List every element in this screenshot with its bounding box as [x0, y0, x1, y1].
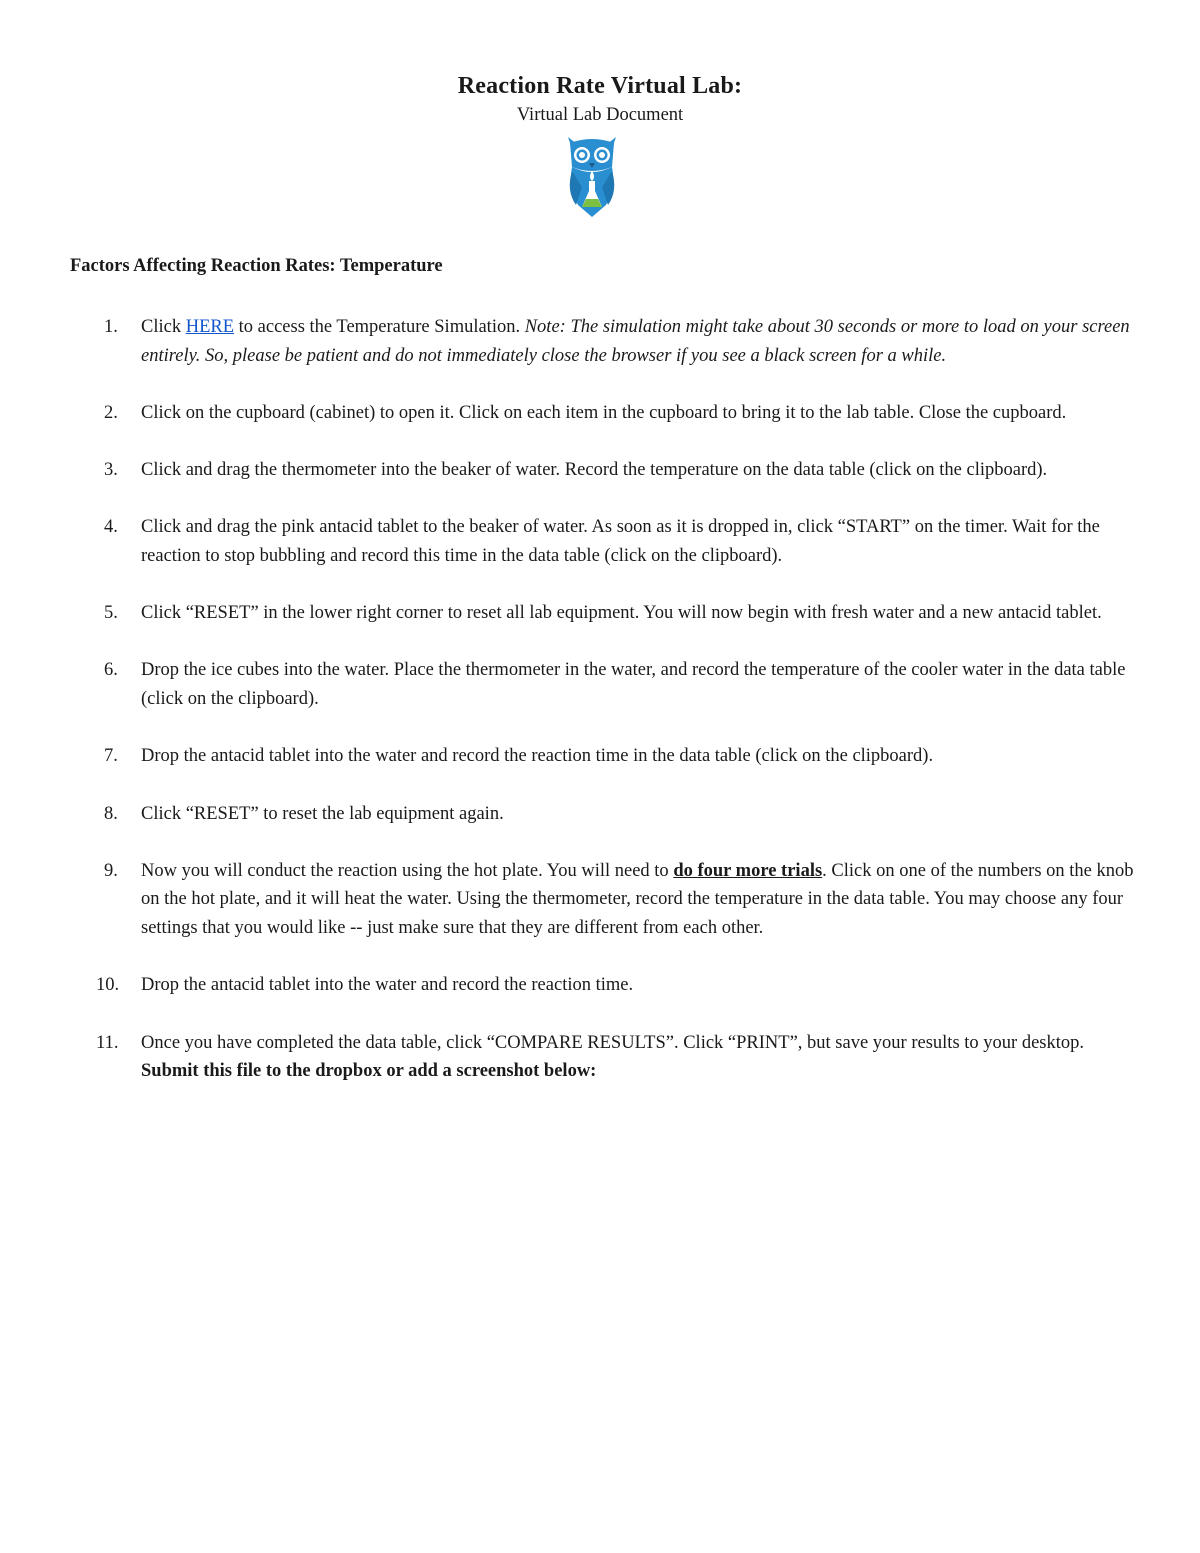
emphasis-text: do four more trials: [673, 860, 823, 881]
step-text: . Click on one of the numbers on the knob on the hot plate, and it will heat the water. Using the thermometer, record the temperature in the data table. You may choose any four settings that you would like -- just make sure that they are different from each other.: [141, 860, 1134, 939]
step-number: 8.: [104, 803, 118, 824]
step-text: Click on the cupboard (cabinet) to open it. Click on each item in the cupboard to bring it to the lab table. Close the cupboard.: [141, 402, 1067, 423]
step-number: 7.: [104, 746, 118, 767]
step-number: 10.: [96, 975, 120, 996]
document-subtitle: Virtual Lab Document: [516, 105, 684, 125]
list-item: [0, 1029, 1200, 1086]
submit-instruction: Submit this file to the dropbox or add a screenshot below:: [141, 1061, 597, 1082]
step-text: Once you have completed the data table, click “COMPARE RESULTS”. Click “PRINT”, but save your results to your desktop.: [141, 1032, 1084, 1053]
step-text: Click “RESET” to reset the lab equipment again.: [141, 803, 504, 824]
step-text: to access the Temperature Simulation.: [234, 317, 525, 337]
step-text: Click: [141, 317, 186, 337]
step-number: 4.: [104, 517, 118, 538]
list-item: [0, 599, 1200, 628]
list-item: [0, 513, 1200, 570]
list-item: [0, 456, 1200, 485]
list-item: [0, 656, 1200, 713]
step-text: Drop the ice cubes into the water. Place the thermometer in the water, and record the temperature of the cooler water in the data table (click on the clipboard).: [141, 660, 1126, 710]
step-number: 2.: [104, 402, 118, 423]
step-text: Drop the antacid tablet into the water and record the reaction time.: [141, 975, 634, 996]
step-note: Note: The simulation might take about 30 seconds or more to load on your screen entirely. So, please be patient and do not immediately close the browser if you see a black screen for a while.: [141, 317, 1130, 366]
step-text: Click and drag the thermometer into the beaker of water. Record the temperature on the data table (click on the clipboard).: [141, 460, 1048, 481]
list-item: [0, 399, 1200, 428]
list-item: [0, 857, 1200, 943]
list-item: [0, 742, 1200, 771]
step-number: 9.: [104, 860, 118, 881]
step-text: Drop the antacid tablet into the water and record the reaction time in the data table (click on the clipboard).: [141, 746, 934, 767]
list-item: [0, 971, 1200, 1000]
list-item: [0, 800, 1200, 829]
step-number: 1.: [104, 317, 118, 337]
step-number: 5.: [104, 603, 118, 624]
instructions-list: [0, 313, 1200, 1114]
step-number: 11.: [96, 1032, 119, 1053]
step-text: Click “RESET” in the lower right corner to reset all lab equipment. You will now begin with fresh water and a new antacid tablet.: [141, 603, 1102, 624]
section-heading: Factors Affecting Reaction Rates: Temperature: [70, 256, 443, 276]
step-number: 6.: [104, 660, 118, 681]
step-number: 3.: [104, 460, 118, 481]
document-title: Reaction Rate Virtual Lab:: [457, 73, 743, 99]
list-item: [0, 313, 1200, 370]
step-text: Click and drag the pink antacid tablet to the beaker of water. As soon as it is dropped in, click “START” on the timer. Wait for the reaction to stop bubbling and record this time in the data table (click on the clipboard).: [141, 517, 1100, 567]
here-link[interactable]: HERE: [185, 317, 235, 337]
step-text: Now you will conduct the reaction using the hot plate. You will need to: [141, 860, 674, 881]
owl-logo-icon: [562, 131, 622, 221]
